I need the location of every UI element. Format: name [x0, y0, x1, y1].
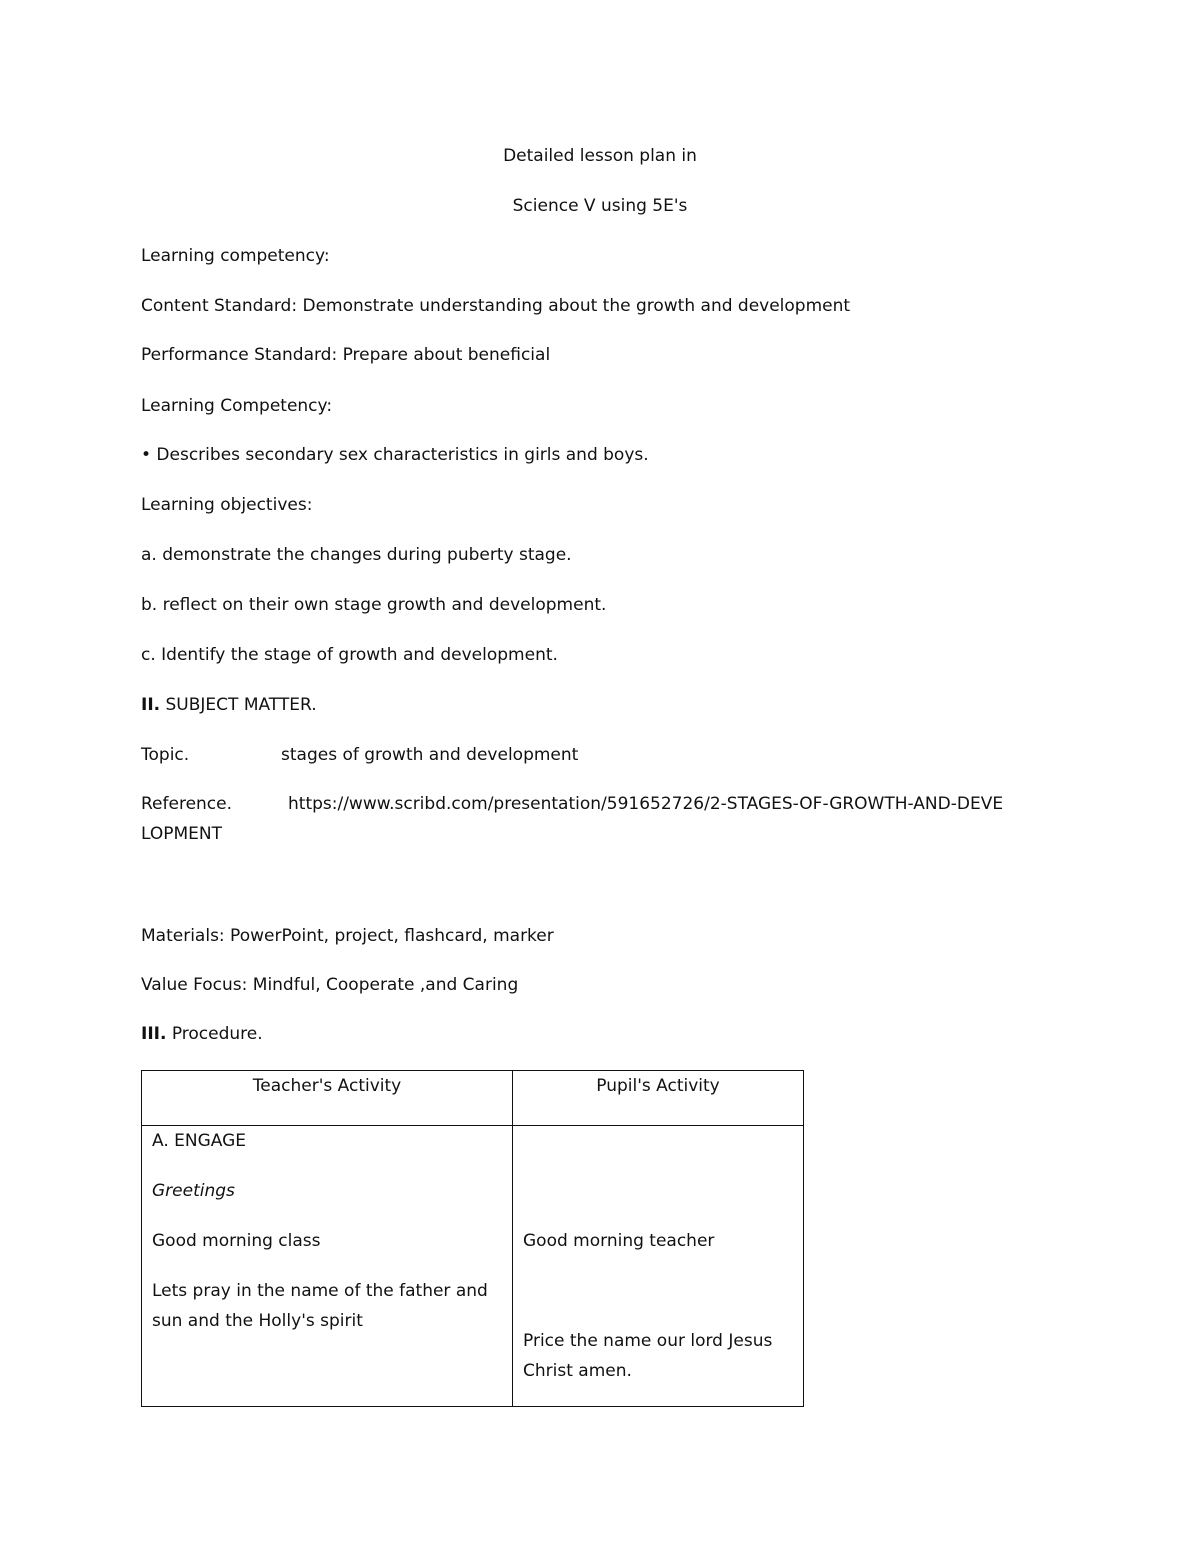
topic-label: Topic. — [141, 745, 190, 765]
subject-matter-heading — [141, 695, 317, 715]
greetings-text: Greetings — [152, 1181, 235, 1201]
objective-c: c. Identify the stage of growth and development. — [141, 645, 558, 665]
teacher-activity-header: Teacher's Activity — [142, 1071, 513, 1126]
title-line-1: Detailed lesson plan in — [503, 146, 697, 166]
procedure-title: Procedure. — [166, 1024, 263, 1044]
reference-value: https://www.scribd.com/presentation/591652726/2-STAGES-OF-GROWTH-AND-DEVELOPMENT — [141, 794, 1004, 844]
pupil-activity-header: Pupil's Activity — [513, 1071, 804, 1126]
reference-label: Reference. — [141, 794, 233, 814]
subject-matter-number: II. — [141, 695, 161, 715]
content-standard: Content Standard: Demonstrate understanding about the growth and development — [141, 296, 851, 316]
topic-value: stages of growth and development — [281, 745, 579, 765]
table-row — [142, 1126, 804, 1407]
performance-standard: Performance Standard: Prepare about beneficial — [141, 345, 551, 365]
objectives-heading: Learning objectives: — [141, 495, 313, 515]
teacher-activity-cell — [142, 1126, 513, 1407]
procedure-number: III. — [141, 1024, 167, 1044]
table-header-row — [142, 1071, 804, 1126]
learning-competency-heading-2: Learning Competency: — [141, 396, 333, 416]
title-line-2: Science V using 5E's — [512, 196, 688, 216]
materials: Materials: PowerPoint, project, flashcard, marker — [141, 926, 554, 946]
value-focus: Value Focus: Mindful, Cooperate ,and Caring — [141, 975, 519, 995]
procedure-table — [141, 1070, 804, 1407]
pupil-activity-cell — [513, 1126, 804, 1407]
subject-matter-title: SUBJECT MATTER. — [160, 695, 317, 715]
greetings-label — [152, 1176, 235, 1206]
teacher-greeting: Good morning class — [152, 1231, 321, 1251]
objective-a: a. demonstrate the changes during puberty stage. — [141, 545, 572, 565]
learning-competency-heading: Learning competency: — [141, 246, 330, 266]
pupil-prayer-reply: Price the name our lord Jesus Christ amen. — [523, 1331, 773, 1381]
pupil-greeting-reply: Good morning teacher — [523, 1231, 715, 1251]
competency-bullet: • Describes secondary sex characteristics in girls and boys. — [141, 445, 649, 465]
teacher-prayer: Lets pray in the name of the father and sun and the Holly's spirit — [152, 1281, 488, 1331]
objective-b: b. reflect on their own stage growth and development. — [141, 595, 607, 615]
procedure-heading — [141, 1024, 263, 1044]
engage-section: A. ENGAGE — [152, 1131, 247, 1151]
